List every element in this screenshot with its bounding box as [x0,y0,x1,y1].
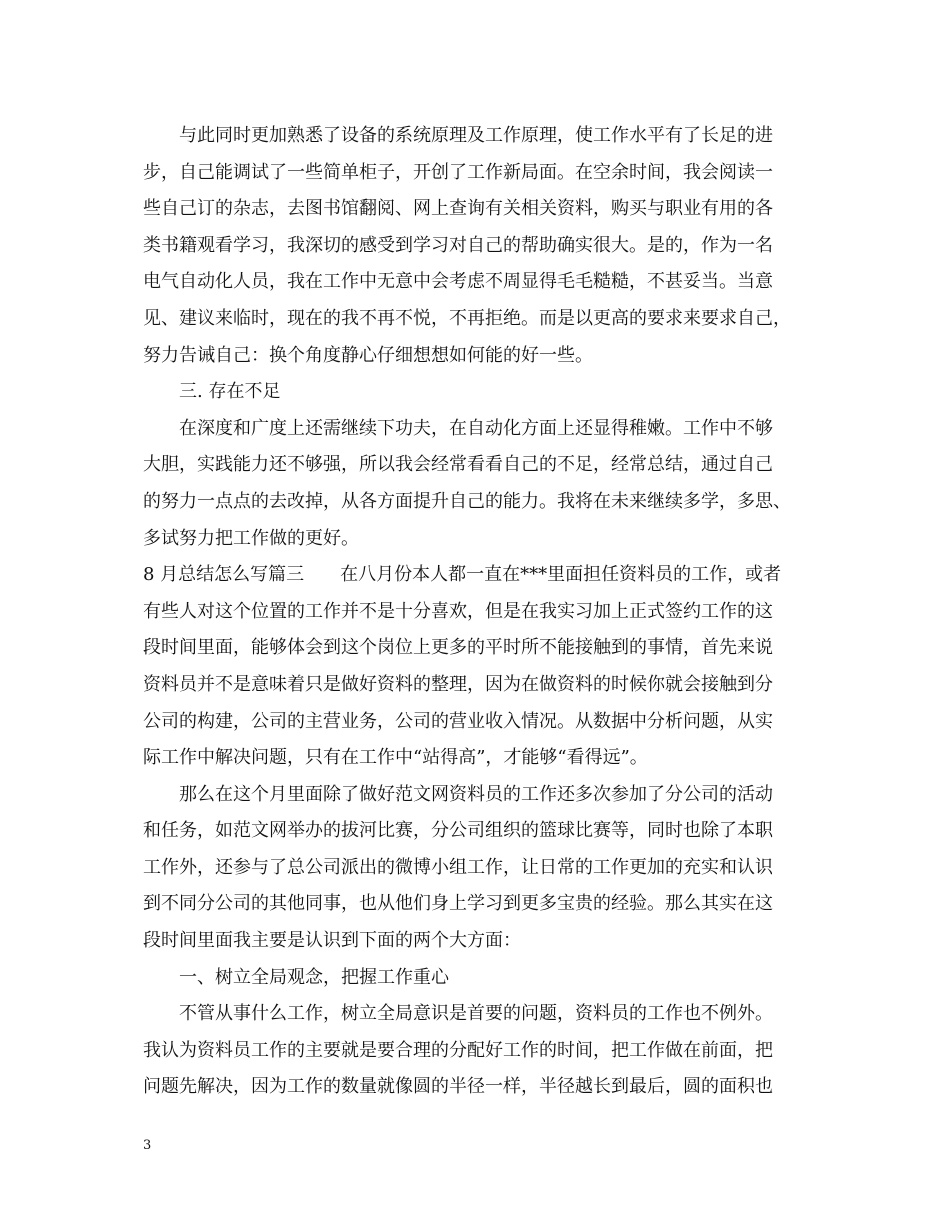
text-line: 段时间里面我主要是认识到下面的两个大方面： [143,930,521,952]
text-line: 大胆，实践能力还不够强，所以我会经常看看自己的不足，经常总结，通过自己 [143,454,773,476]
section-heading: 三. 存在不足 [179,381,281,403]
page-number: 3 [143,1138,152,1153]
article-title-line: 8 月总结怎么写篇三 在八月份本人都一直在***里面担任资料员的工作，或者 [143,564,782,586]
text-line: 与此同时更加熟悉了设备的系统原理及工作原理，使工作水平有了长足的进 [179,125,773,146]
text-line: 不管从事什么工作，树立全局意识是首要的问题，资料员的工作也不例外。 [179,1003,773,1025]
text-line: 努力告诫自己：换个角度静心仔细想想如何能的好一些。 [143,344,593,366]
text-line: 公司的构建，公司的主营业务，公司的营业收入情况。从数据中分析问题，从实 [143,710,773,732]
text-line: 到不同分公司的其他同事，也从他们身上学习到更多宝贵的经验。那么其实在这 [143,893,773,915]
text-line: 资料员并不是意味着只是做好资料的整理，因为在做资料的时候你就会接触到分 [143,673,773,695]
text-line: 工作外，还参与了总公司派出的微博小组工作，让日常的工作更加的充实和认识 [143,856,773,878]
text-line: 在深度和广度上还需继续下功夫，在自动化方面上还显得稚嫩。工作中不够 [179,417,773,439]
document-body [143,118,805,1106]
text-line: 电气自动化人员，我在工作中无意中会考虑不周显得毛毛糙糙，不甚妥当。当意 [143,271,773,293]
text-line: 多试努力把工作做的更好。 [143,527,359,549]
text-line: 和任务，如范文网举办的拔河比赛，分公司组织的篮球比赛等，同时也除了本职 [143,820,773,842]
text-line: 的努力一点点的去改掉，从各方面提升自己的能力。我将在未来继续多学，多思、 [143,490,791,512]
text-line: 我认为资料员工作的主要就是要合理的分配好工作的时间，把工作做在前面，把 [143,1039,773,1061]
text-line: 类书籍观看学习，我深切的感受到学习对自己的帮助确实很大。是的，作为一名 [143,234,773,256]
text-line: 见、建议来临时，现在的我不再不悦，不再拒绝。而是以更高的要求来要求自己， [143,307,791,329]
text-line: 步，自己能调试了一些简单柜子，开创了工作新局面。在空余时间，我会阅读一 [143,161,773,183]
text-line: 段时间里面，能够体会到这个岗位上更多的平时所不能接触到的事情，首先来说 [143,637,773,659]
text-line: 有些人对这个位置的工作并不是十分喜欢，但是在我实习加上正式签约工作的这 [143,600,773,622]
text-line: 那么在这个月里面除了做好范文网资料员的工作还多次参加了分公司的活动 [179,783,773,805]
text-line: 际工作中解决问题，只有在工作中“站得高”，才能够“看得远”。 [143,747,648,769]
section-heading: 一、树立全局观念，把握工作重心 [179,966,449,988]
text-line: 些自己订的杂志，去图书馆翻阅、网上查询有关相关资料，购买与职业有用的各 [143,198,773,220]
text-line: 问题先解决，因为工作的数量就像圆的半径一样，半径越长到最后，圆的面积也 [143,1076,773,1098]
